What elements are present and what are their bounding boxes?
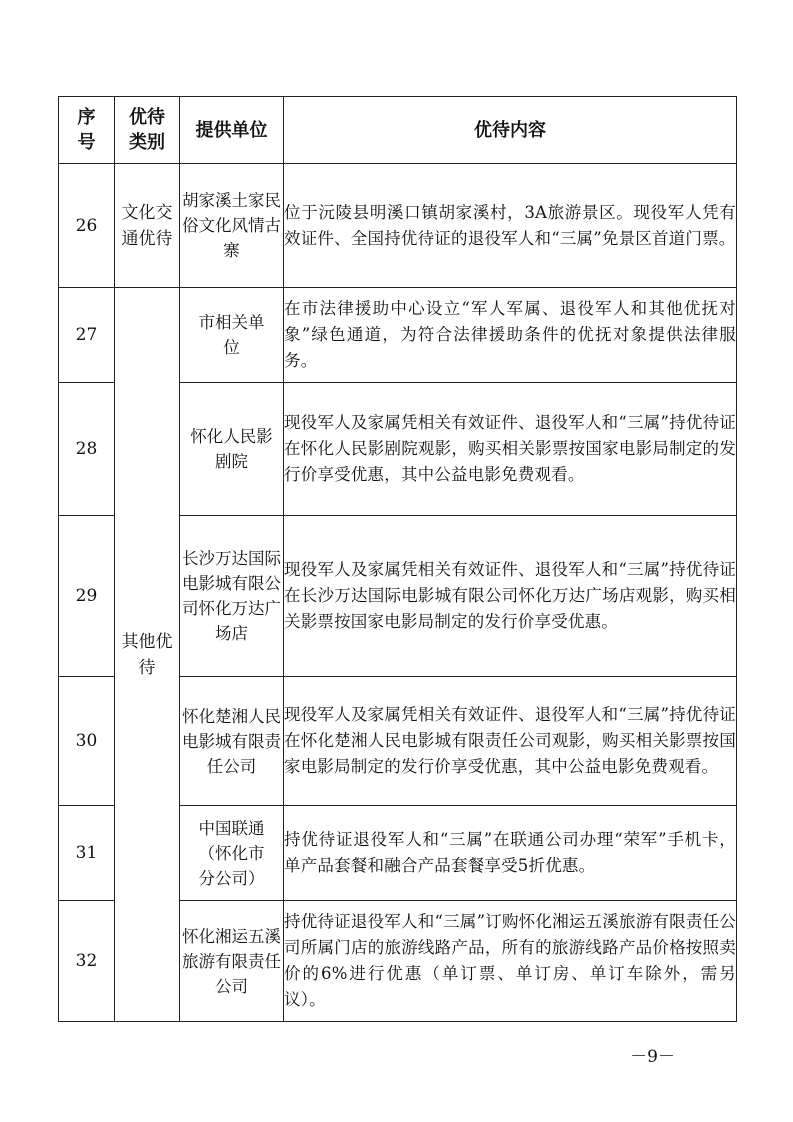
row-content: 现役军人及家属凭相关有效证件、退役军人和“三属”持优待证在怀化楚湘人民电影城有限责任公司观影，购买相关影票按国家电影局制定的发行价享受优惠，其中公益电影免费观看。 <box>284 677 737 806</box>
row-provider: 市相关单位 <box>180 288 284 383</box>
row-seq: 29 <box>59 516 115 677</box>
header-content: 优待内容 <box>284 97 737 164</box>
row-content: 持优待证退役军人和“三属”订购怀化湘运五溪旅游有限责任公司所属门店的旅游线路产品，所有的旅游线路产品价格按照卖价的6%进行优惠（单订票、单订房、单订车除外，需另议）。 <box>284 901 737 1022</box>
page-number: －9－ <box>630 1047 675 1067</box>
header-provider: 提供单位 <box>180 97 284 164</box>
row-seq: 26 <box>59 164 115 288</box>
row-content: 现役军人及家属凭相关有效证件、退役军人和“三属”持优待证在长沙万达国际电影城有限公司怀化万达广场店观影，购买相关影票按国家电影局制定的发行价享受优惠。 <box>284 516 737 677</box>
table-row <box>59 288 737 383</box>
header-seq: 序号 <box>59 97 115 164</box>
row-category: 文化交通优待 <box>115 164 180 288</box>
row-provider: 长沙万达国际电影城有限公司怀化万达广场店 <box>180 516 284 677</box>
row-content: 位于沅陵县明溪口镇胡家溪村，3A旅游景区。现役军人凭有效证件、全国持优待证的退役军人和“三属”免景区首道门票。 <box>284 164 737 288</box>
benefits-table <box>58 96 737 1022</box>
row-provider: 胡家溪土家民俗文化风情古 寨 <box>180 164 284 288</box>
table-header <box>59 97 737 164</box>
row-seq: 31 <box>59 806 115 901</box>
row-seq: 27 <box>59 288 115 383</box>
row-provider: 怀化楚湘人民电影城有限责任公司 <box>180 677 284 806</box>
row-content: 在市法律援助中心设立“军人军属、退役军人和其他优抚对象”绿色通道，为符合法律援助条件的优抚对象提供法律服务。 <box>284 288 737 383</box>
row-seq: 32 <box>59 901 115 1022</box>
row-seq: 28 <box>59 383 115 516</box>
row-content: 现役军人及家属凭相关有效证件、退役军人和“三属”持优待证在怀化人民影剧院观影，购买相关影票按国家电影局制定的发行价享受优惠，其中公益电影免费观看。 <box>284 383 737 516</box>
row-content: 持优待证退役军人和“三属”在联通公司办理“荣军”手机卡，单产品套餐和融合产品套餐享受5折优惠。 <box>284 806 737 901</box>
row-provider: 怀化湘运五溪旅游有限责任公司 <box>180 901 284 1022</box>
row-category: 其他优待 <box>115 288 180 1022</box>
row-provider: 怀化人民影剧院 <box>180 383 284 516</box>
row-provider: 中国联通（怀化市分公司） <box>180 806 284 901</box>
header-category: 优待类别 <box>115 97 180 164</box>
row-seq: 30 <box>59 677 115 806</box>
table-row <box>59 164 737 288</box>
